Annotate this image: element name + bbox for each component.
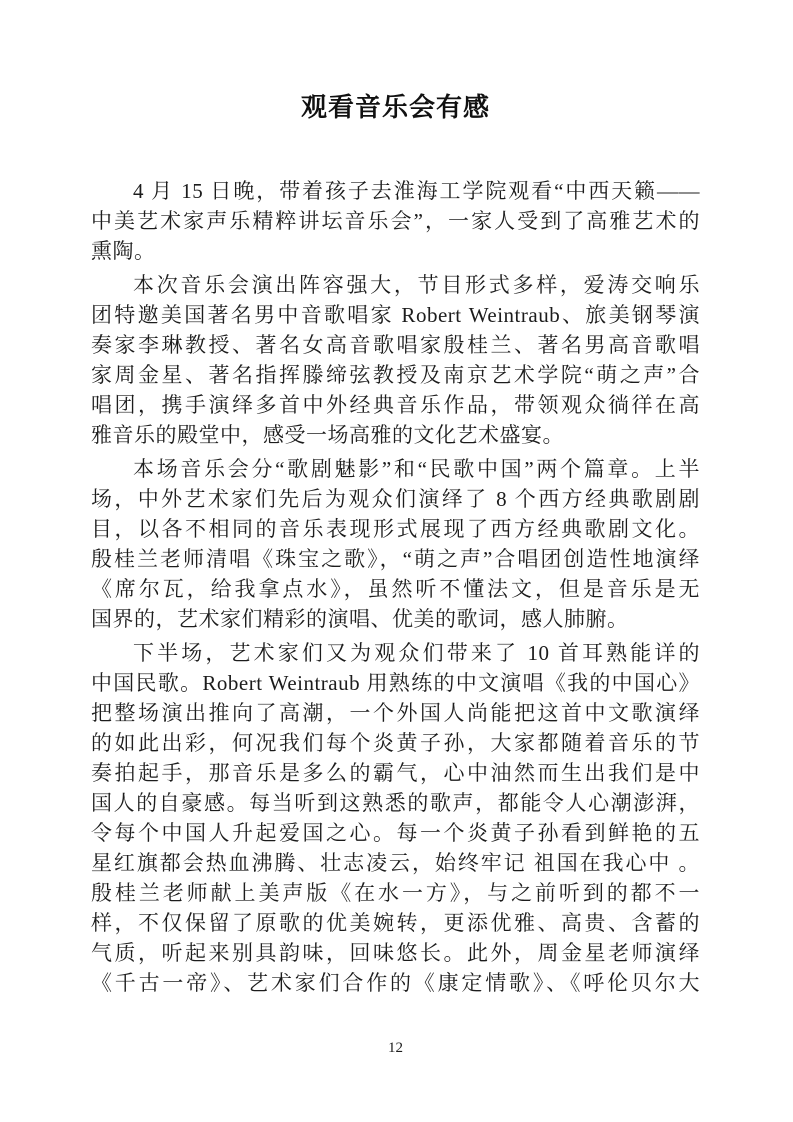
page-number: 12	[388, 1040, 403, 1056]
text-line: 把整场演出推向了高潮，一个外国人尚能把这首中文歌演绎	[91, 701, 700, 725]
text-line: 奏拍起手，那音乐是多么的霸气，心中油然而生出我们是中	[91, 761, 700, 785]
text-line: 《席尔瓦，给我拿点水》，虽然听不懂法文，但是音乐是无	[91, 577, 700, 601]
text-line: 雅音乐的殿堂中，感受一场高雅的文化艺术盛宴。	[91, 423, 564, 447]
text-line: 国人的自豪感。每当听到这熟悉的歌声，都能令人心潮澎湃，	[91, 791, 700, 815]
text-line: 唱团，携手演绎多首中外经典音乐作品，带领观众徜徉在高	[91, 393, 700, 417]
text-line: 本次音乐会演出阵容强大，节目形式多样，爱涛交响乐	[133, 273, 700, 297]
text-line: 家周金星、著名指挥滕缔弦教授及南京艺术学院“萌之声”合	[91, 363, 700, 387]
text-line: 熏陶。	[91, 239, 156, 263]
text-line: 目，以各不相同的音乐表现形式展现了西方经典歌剧文化。	[91, 517, 700, 541]
text-line: 本场音乐会分“歌剧魅影”和“民歌中国”两个篇章。上半	[133, 457, 700, 481]
text-line: 奏家李琳教授、著名女高音歌唱家殷桂兰、著名男高音歌唱	[91, 333, 700, 357]
document-title: 观看音乐会有感	[300, 92, 490, 122]
text-line: 4 月 15 日晚，带着孩子去淮海工学院观看“中西天籁——	[133, 179, 700, 203]
text-line: 中美艺术家声乐精粹讲坛音乐会”，一家人受到了高雅艺术的	[91, 209, 700, 233]
document-body	[91, 176, 700, 998]
text-line: 中国民歌。Robert Weintraub 用熟练的中文演唱《我的中国心》	[91, 671, 700, 695]
text-line: 气质，听起来别具韵味，回味悠长。此外，周金星老师演绎	[91, 941, 700, 965]
text-line: 星红旗都会热血沸腾、壮志凌云，始终牢记 祖国在我心中 。	[91, 851, 700, 875]
paragraph	[91, 270, 700, 450]
paragraph	[91, 638, 700, 998]
text-line: 令每个中国人升起爱国之心。每一个炎黄子孙看到鲜艳的五	[91, 821, 700, 845]
text-line: 的如此出彩，何况我们每个炎黄子孙，大家都随着音乐的节	[91, 731, 700, 755]
text-line: 样，不仅保留了原歌的优美婉转，更添优雅、高贵、含蓄的	[91, 911, 700, 935]
text-line: 殷桂兰老师献上美声版《在水一方》，与之前听到的都不一	[91, 881, 700, 905]
text-line: 国界的，艺术家们精彩的演唱、优美的歌词，感人肺腑。	[91, 607, 629, 631]
text-line: 场，中外艺术家们先后为观众们演绎了 8 个西方经典歌剧剧	[91, 487, 700, 511]
text-line: 下半场，艺术家们又为观众们带来了 10 首耳熟能详的	[133, 641, 700, 665]
paragraph	[91, 176, 700, 266]
text-line: 殷桂兰老师清唱《珠宝之歌》，“萌之声”合唱团创造性地演绎	[91, 547, 700, 571]
text-line: 团特邀美国著名男中音歌唱家 Robert Weintraub、旅美钢琴演	[91, 303, 700, 327]
paragraph	[91, 454, 700, 634]
text-line: 《千古一帝》、艺术家们合作的《康定情歌》、《呼伦贝尔大	[91, 971, 700, 995]
